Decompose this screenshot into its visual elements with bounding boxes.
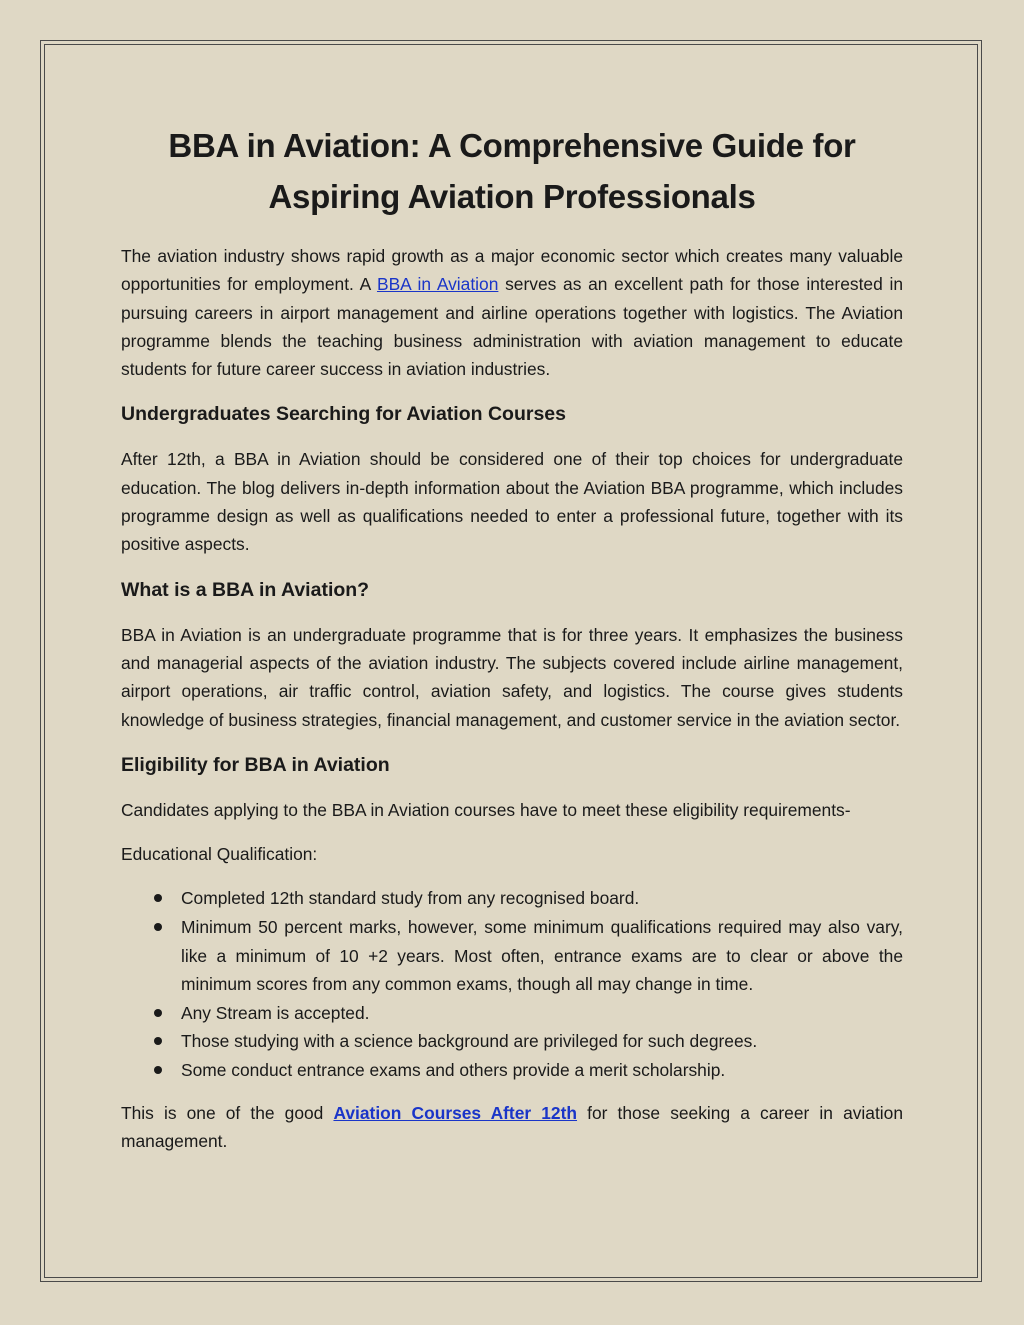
bullet-icon <box>154 1066 162 1074</box>
eligibility-intro: Candidates applying to the BBA in Aviation courses have to meet these eligibility requirements- <box>121 799 851 820</box>
list-item <box>121 1056 903 1085</box>
section-heading-what-is: What is a BBA in Aviation? <box>121 578 370 601</box>
closing-paragraph <box>121 1099 903 1156</box>
list-item <box>121 1027 903 1056</box>
intro-text-after: serves as an excellent path for those interested in pursuing careers in airport management and airline operations together with logistics. The Aviation programme blends the teaching business administration with aviation management to educate students for future career success in aviation industries. <box>121 274 903 380</box>
section-paragraph-what-is: BBA in Aviation is an undergraduate programme that is for three years. It emphasizes the business and managerial aspects of the aviation industry. The subjects covered include airline management, airport operations, air traffic control, aviation safety, and logistics. The course gives students knowledge of business strategies, financial management, and customer service in the aviation sector. <box>121 624 903 730</box>
bullet-icon <box>154 1009 162 1017</box>
list-item <box>121 999 903 1028</box>
list-item-text: Minimum 50 percent marks, however, some minimum qualifications required may also vary, like a minimum of 10 +2 years. Most often, entrance exams are to clear or above the minimum scores from any common exams, though all may change in time. <box>181 917 903 995</box>
educational-qualification-label: Educational Qualification: <box>121 844 318 865</box>
list-item <box>121 884 903 913</box>
document-body <box>121 120 903 1171</box>
bullet-icon <box>154 1037 162 1045</box>
list-item-text: Any Stream is accepted. <box>181 1002 370 1023</box>
list-item-text: Those studying with a science background are privileged for such degrees. <box>181 1031 758 1052</box>
section-paragraph-undergraduates: After 12th, a BBA in Aviation should be considered one of their top choices for undergraduate education. The blog delivers in-depth information about the Aviation BBA programme, which includes programme design as well as qualifications needed to enter a professional future, together with its positive aspects. <box>121 449 903 555</box>
aviation-courses-after-12th-link[interactable]: Aviation Courses After 12th <box>333 1102 578 1123</box>
bba-in-aviation-link[interactable]: BBA in Aviation <box>376 274 499 295</box>
list-item-text: Some conduct entrance exams and others provide a merit scholarship. <box>181 1060 726 1081</box>
eligibility-list <box>121 884 903 1084</box>
intro-text-before: The aviation industry shows rapid growth as a major economic sector which creates many valuable opportunities for employment. A <box>121 246 903 295</box>
document-title: BBA in Aviation: A Comprehensive Guide for Aspiring Aviation Professionals <box>168 127 856 215</box>
section-heading-eligibility: Eligibility for BBA in Aviation <box>121 753 390 776</box>
bullet-icon <box>154 923 162 931</box>
section-heading-undergraduates: Undergraduates Searching for Aviation Courses <box>121 403 566 426</box>
list-item-text: Completed 12th standard study from any recognised board. <box>181 888 640 909</box>
closing-text-before: This is one of the good <box>121 1102 334 1123</box>
bullet-icon <box>154 894 162 902</box>
intro-paragraph <box>121 242 903 383</box>
list-item <box>121 913 903 999</box>
closing-text-after: for those seeking a career in aviation management. <box>121 1102 904 1151</box>
